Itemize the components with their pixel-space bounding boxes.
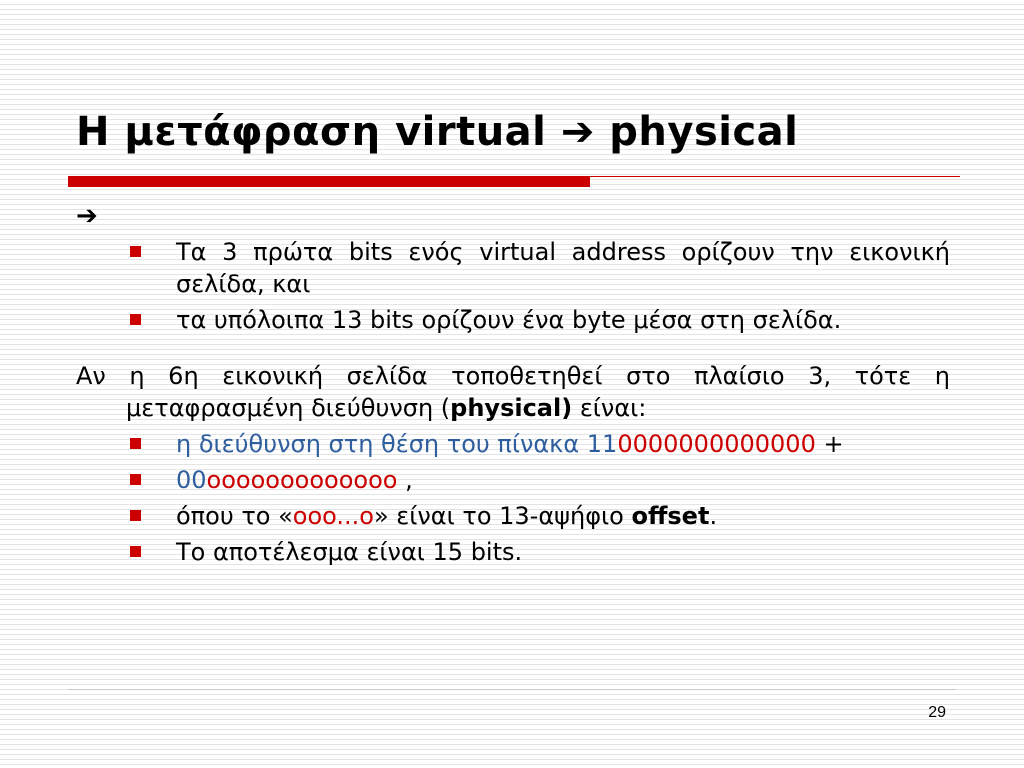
bullet-item (76, 236, 950, 300)
bullet-text: Τα 3 πρώτα bits ενός virtual address ορίζουν την εικονική σελίδα, και (176, 238, 950, 298)
where-red-text: ooo...o (292, 502, 374, 530)
address-blue-text: η διεύθυνση στη θέση του πίνακα 11 (176, 430, 618, 458)
bullet-comma: , (397, 466, 413, 494)
bullet-square-icon (130, 546, 141, 557)
slide-body (76, 200, 950, 572)
title-suffix: physical (594, 109, 799, 155)
bullet-item (76, 464, 950, 496)
bullet-item (76, 536, 950, 568)
bullet-square-icon (130, 510, 141, 521)
bullet-square-icon (130, 474, 141, 485)
where-end-text: . (709, 502, 718, 530)
paragraph-tail-text: είναι: (572, 394, 647, 422)
title-underline-rule (590, 176, 960, 177)
bullet-square-icon (130, 314, 141, 325)
arrow-line (76, 200, 950, 232)
offset-blue-bits: 00 (176, 466, 207, 494)
where-text: όπου το « (176, 502, 293, 530)
bullet-item (76, 304, 950, 336)
bullet-text: τα υπόλοιπα 13 bits ορίζουν ένα byte μέσα στη σελίδα. (176, 306, 842, 334)
offset-red-bits: ooooooooooooo (206, 466, 398, 494)
where-middle-text: » είναι το 13-αψήφιο (373, 502, 632, 530)
arrow-right-icon: ➔ (560, 109, 595, 155)
paragraph-bold-text: physical) (450, 394, 573, 422)
result-text: Το αποτέλεσμα είναι 15 bits. (176, 538, 523, 566)
footer-rule (68, 689, 956, 690)
title-prefix: Η μετάφραση virtual (76, 109, 561, 155)
bullet-square-icon (130, 438, 141, 449)
title-underline-bar (68, 176, 590, 187)
offset-bold-text: offset (631, 502, 710, 530)
bullet-item (76, 428, 950, 460)
slide-title (76, 108, 798, 156)
translation-paragraph (76, 360, 950, 424)
page-number: 29 (928, 704, 946, 721)
address-red-bits: 0000000000000 (617, 430, 816, 458)
bullet-square-icon (130, 246, 141, 257)
arrow-right-icon: ➔ (76, 201, 98, 231)
paragraph-text: Αν η 6η εικονική σελίδα τοποθετηθεί στο πλαίσιο 3, τότε η μεταφρασμένη διεύθυνση ( (76, 362, 950, 422)
plus-sign: + (823, 430, 844, 458)
bullet-item (76, 500, 950, 532)
